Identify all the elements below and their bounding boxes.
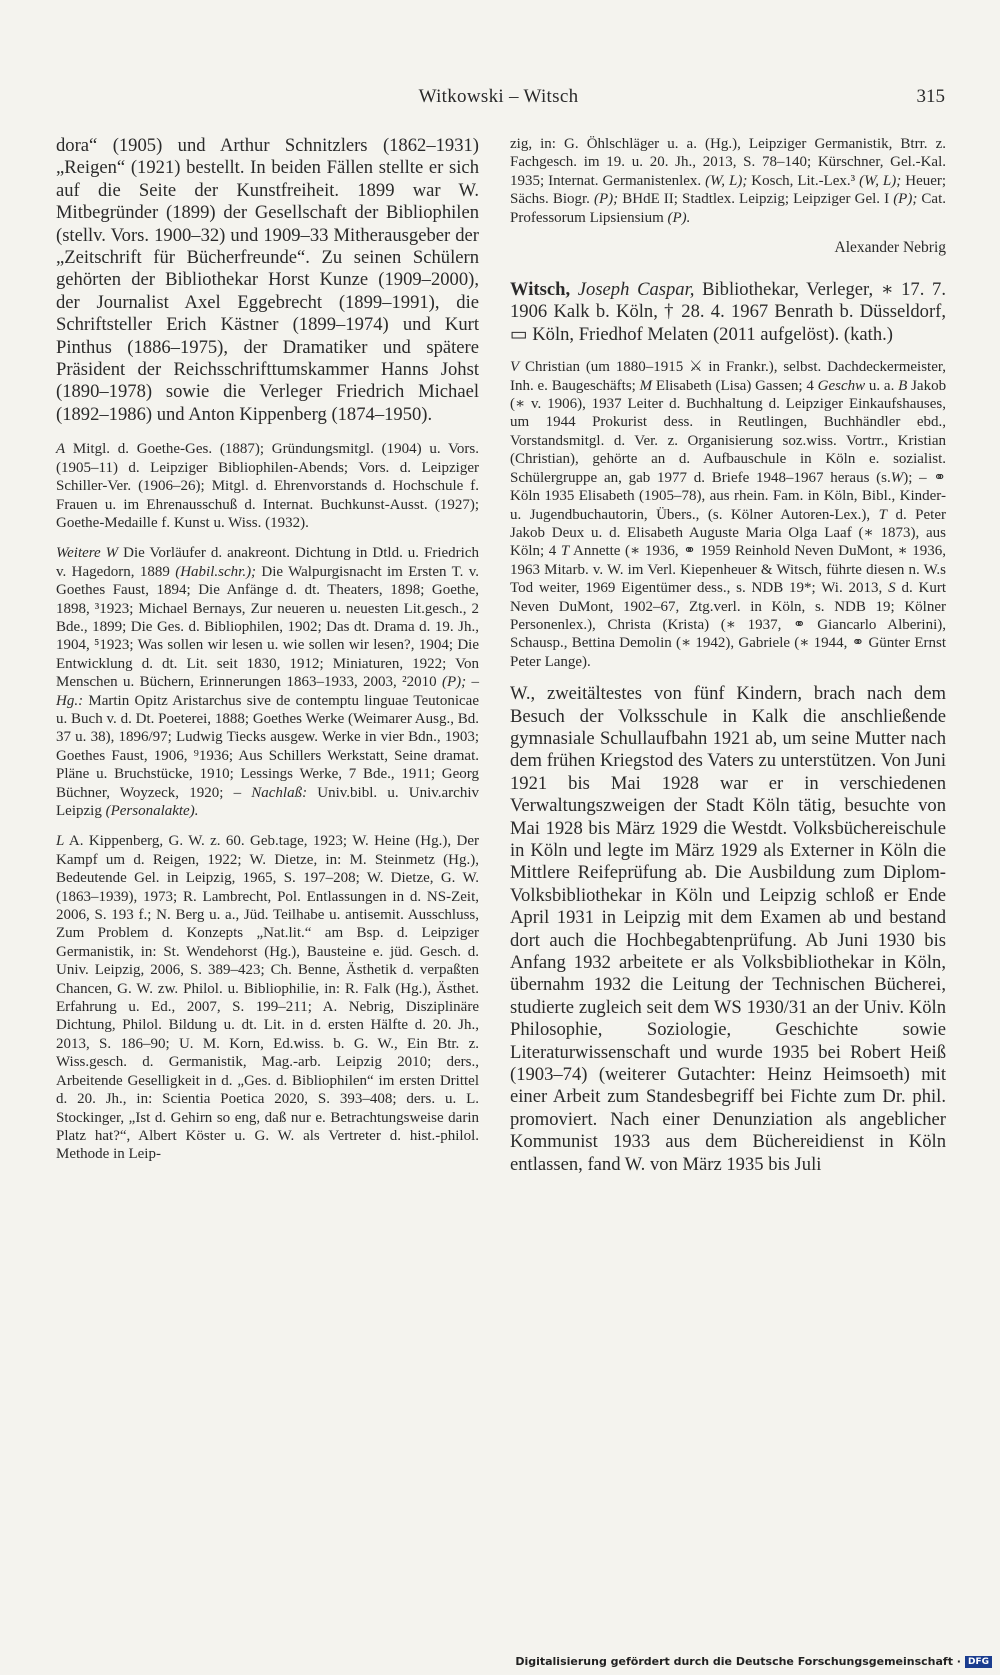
section-l-continuation — [510, 135, 946, 227]
page-number: 315 — [916, 86, 945, 107]
l-cont-5: Cat. Professorum Lipsiensium — [510, 191, 947, 226]
entry-given-names: Joseph Caspar, — [577, 279, 695, 301]
m-label: M — [639, 377, 653, 394]
section-l — [56, 832, 479, 1163]
section-l-text: A. Kippenberg, G. W. z. 60. Geb.tage, 1923; W. Heine (Hg.), Der Kampf um d. Reigen, 1922; W. Dietze, in: M. Steinmetz (Hg.), Bedeutende Gel. in Leipzig, 1965, S. 197–208; W. Dietze, G. W. (1863–1939), 1973; R. Lambrecht, Pol. Entlassungen in d. NS-Zeit, 2006, S. 193 f.; N. Berg u. a., Jüd. Teilhabe u. antisemit. Ausschluss, Zum Problem d. Konzepts „Nat.lit.“ am Bsp. d. Leipziger Germanistik, in: St. Wendehorst (Hg.), Bausteine e. jüd. Gesch. d. Univ. Leipzig, 2006, S. 389–423; Ch. Benne, Ästhetik d. verpaßten Chancen, G. W. zw. Philol. u. Bibliophilie, in: R. Falk (Hg.), Ästhet. Erfahrung u. Ed., 2007, S. 199–211; A. Nebrig, Disziplinäre Dichtung, Philol. Bildung u. dt. Lit. in d. ersten Hälfte d. 20. Jh., 2013, S. 186–90; U. M. Korn, Ed.wiss. b. G. W., Ein Btr. z. Wiss.gesch. d. Germanistik, Mag.-arb. Leipzig 2010; ders., Arbeitende Geselligkeit in d. „Ges. d. Bibliophilen“ im ersten Drittel d. 20. Jh., in: Scientia Poetica 2020, S. 393–408; ders. u. L. Stockinger, „Ist d. Gehirn so eng, daß nur e. Betrachtungsweise darin Platz hat?“, Albert Köster u. G. W. als Vertreter d. hist.-philol. Methode in Leip- — [56, 833, 479, 1163]
v-text-5: ); – ⚭ Köln 1935 Elisabeth (1905–78), aus rhein. Fam. in Köln, Bibl., Kinder- u. Jugendbuchautorin, Übers., (s. Kölner Autoren-Lex.), — [510, 469, 947, 523]
section-a-text: Mitgl. d. Goethe-Ges. (1887); Gründungsmitgl. (1904) u. Vors. (1905–11) d. Leipziger Bibliophilen-Abends; Vors. d. Leipziger Schiller-Ver. (1906–26); Mitgl. d. Ehrenvorstands d. Hochschule f. Frauen u. im Ehrenausschuß d. Internat. Buchkunst-Ausst. (1927); Goethe-Medaille f. Kunst u. Wiss. (1932). — [56, 441, 480, 531]
section-w-habil: (Habil.schr.); — [175, 563, 257, 580]
biography-continuation: dora“ (1905) und Arthur Schnitzlers (1862–1931) „Reigen“ (1921) bestellt. In beiden Fällen stellte er sich auf die Seite der Kunstfreiheit. 1899 war W. Mitbegründer (1899) der Gesellschaft der Bibliophilen (stellv. Vors. 1900–32) und 1909–33 Mitherausgeber der „Zeitschrift für Bücherfreunde“. Zu seinen Schülern gehörten der Bibliothekar Horst Kunze (1909–2000), der Journalist Axel Eggebrecht (1899–1991), die Schriftsteller Erich Kästner (1899–1974) und Kurt Pinthus (1886–1975), der Dramatiker und spätere Präsident der Reichsschrifttumskammer Hanns Johst (1890–1978) sowie die Verleger Friedrich Michael (1892–1986) und Anton Kippenberg (1874–1950). — [56, 135, 479, 425]
l-cont-1: zig, in: G. Öhlschläger u. a. (Hg.), Leipziger Germanistik, Btrr. z. Fachgesch. im 19. u. 20. Jh., 2013, S. 78–140; Kürschner, Gel.-Kal. 1935; Internat. Germanistenlex. — [510, 136, 946, 189]
footer-text: Digitalisierung gefördert durch die Deutsche Forschungsgemeinschaft · — [515, 1655, 961, 1668]
v-text-6: d. Peter Jakob Deux u. d. Elisabeth Auguste Maria Olga Laaf (∗ 1873), aus Köln; 4 — [510, 506, 946, 560]
l-wl-2: (W, L); — [859, 172, 902, 189]
l-cont-3: Heuer; Sächs. Biogr. — [510, 172, 947, 208]
section-l-label: L — [56, 833, 65, 850]
l-wl-1: (W, L); — [705, 172, 748, 189]
v-text-3: u. a. — [868, 377, 895, 394]
section-w-nachlass: Nachlaß: — [251, 784, 308, 801]
section-weitere-w — [56, 544, 479, 820]
v-label: V — [510, 359, 520, 376]
section-w-personal: (Personalakte). — [105, 803, 199, 819]
geschw-label: Geschw — [817, 377, 866, 394]
v-text-2: Elisabeth (Lisa) Gassen; 4 — [655, 377, 814, 394]
right-column — [510, 135, 946, 1190]
entry-heading — [510, 279, 946, 346]
section-w-label: Weitere W — [56, 545, 119, 562]
b-label: B — [898, 377, 908, 394]
article-author: Alexander Nebrig — [834, 239, 946, 257]
section-v — [510, 358, 946, 671]
section-w-text-1: Die Vorläufer d. anakreont. Dichtung in Dtld. u. Friedrich v. Hagedorn, 1889 — [56, 545, 480, 580]
section-a-label: A — [56, 441, 66, 458]
l-cont-4: BHdE II; Stadtlex. Leipzig; Leipziger Gel. I — [622, 191, 890, 208]
t-label: T — [878, 506, 887, 523]
v-text-4: Jakob (∗ v. 1906), 1937 Leiter d. Buchhaltung d. Leipziger Einkaufshauses, um 1944 Prokurist dess. in Reutlingen, Buchhändler ebd., Vorstandsmitgl. d. Ver. z. Organisierung soz.wiss. Vortrr., Kristian (Christian), gehörte an d. Aufbauschule in Köln e. sozialist. Schülergruppe an, gab 1977 d. Briefe 1948–1967 heraus (s. — [510, 377, 947, 486]
l-p-3: (P). — [667, 209, 691, 226]
v-text-1: Christian (um 1880–1915 ⚔ in Frankr.), selbst. Dachdeckermeister, Inh. e. Baugeschäfts; — [510, 359, 946, 394]
section-w-p: (P); – Hg.: — [56, 674, 479, 709]
running-title: Witkowski – Witsch — [418, 86, 579, 107]
v-text-7: Annette (∗ 1936, ⚭ 1959 Reinhold Neven DuMont, ∗ 1936, 1963 Mitarb. v. W. im Verl. Kiepenheuer & Witsch, führte diesen n. W.s Tod weiter, 1969 Eigentümer dess., s. NDB 19*; Wi. 2013, — [510, 543, 946, 597]
l-p-1: (P); — [594, 191, 619, 208]
entry-name: Witsch, — [510, 279, 571, 301]
dfg-logo: DFG — [965, 1656, 992, 1668]
digitization-footer — [515, 1655, 992, 1668]
entry-details: Bibliothekar, Verleger, ∗ 17. 7. 1906 Kalk b. Köln, † 28. 4. 1967 Benrath b. Düsseldorf, ▭ Köln, Friedhof Melaten (2011 aufgelöst). (kath.) — [510, 279, 946, 345]
l-cont-2: Kosch, Lit.-Lex.³ — [751, 172, 856, 189]
section-w-text-4: Univ.bibl. u. Univ.archiv Leipzig — [56, 784, 480, 819]
l-p-2: (P); — [893, 191, 918, 208]
s-label: S — [888, 580, 896, 597]
section-a — [56, 440, 479, 532]
section-w-text-2: Die Walpurgisnacht im Ersten T. v. Goethes Faust, 1894; Die Anfänge d. dt. Theaters, 1898; Goethe, 1898, ³1923; Michael Bernays, Zur neueren u. neuesten Lit.gesch., 2 Bde., 1899; Die Ges. d. Bibliophilen, 1902; Das dt. Drama d. 19. Jh., 1904, ⁵1923; Was sollen wir lesen u. wie sollen wir lesen?, 1904; Die Entwicklung d. dt. Lit. seit 1830, 1912; Miniaturen, 1922; Von Menschen u. Büchern, Erinnerungen 1863–1933, 2003, ²2010 — [56, 563, 480, 691]
biography-body: W., zweitältestes von fünf Kindern, brach nach dem Besuch der Volksschule in Kalk die anschließende gymnasiale Schullaufbahn 1921 ab, um seine Mutter nach dem frühen Kriegstod des Vaters zu unterstützen. Von Juni 1921 bis Mai 1928 war er in verschiedenen Verwaltungszweigen der Stadt Köln tätig, besuchte von Mai 1928 bis März 1929 die Westdt. Volksbüchereischule in Köln und legte im März 1929 als Externer in Köln die Mittlere Reifeprüfung ab. Die Ausbildung zum Diplom-Volksbibliothekar in Köln und Leipzig schloß er Ende April 1931 in Leipzig mit dem Examen ab und bestand dort auch die Hochbegabtenprüfung. Ab Juni 1930 bis Anfang 1932 arbeitete er als Volksbibliothekar in Köln, übernahm 1932 die Leitung der Technischen Bücherei, studierte zugleich seit dem WS 1930/31 an der Univ. Köln Philosophie, Soziologie, Geschichte sowie Literaturwissenschaft und wurde 1935 bei Robert Heiß (1903–74) (weiterer Gutachter: Heinz Heimsoeth) mit einer Arbeit zum Standesbegriff bei Fichte zum Dr. phil. promoviert. Nach einer Denunziation als angeblicher Kommunist 1933 aus dem Büchereidienst in Köln entlassen, fand W. von März 1935 bis Juli — [510, 683, 946, 1175]
running-header — [52, 86, 945, 110]
section-w-text-3: Martin Opitz Aristarchus sive de contemptu linguae Teutonicae u. Buch v. d. Dt. Poeterei, 1888; Goethes Werke (Weimarer Ausg., Bd. 37 u. 38), 1896/97; Ludwig Tiecks ausgew. Werke in vier Bdn., 1903; Goethes Faust, 1906, ⁹1936; Aus Schillers Werkstatt, Seine dramat. Pläne u. Bruchstücke, 1910; Lessings Werke, 7 Bde., 1911; Georg Büchner, Woyzeck, 1920; – — [56, 692, 479, 801]
left-column — [56, 135, 479, 1176]
v-text-8: d. Kurt Neven DuMont, 1902–67, Ztg.verl. in Köln, s. NDB 19; Kölner Personenlex.), Christa (Krista) (∗ 1937, ⚭ Giancarlo Alberini), Schausp., Bettina Demolin (∗ 1942), Gabriele (∗ 1944, ⚭ Günter Ernst Peter Lange). — [510, 580, 947, 670]
t-label-2: T — [560, 543, 570, 560]
w-ref: W — [890, 469, 904, 486]
